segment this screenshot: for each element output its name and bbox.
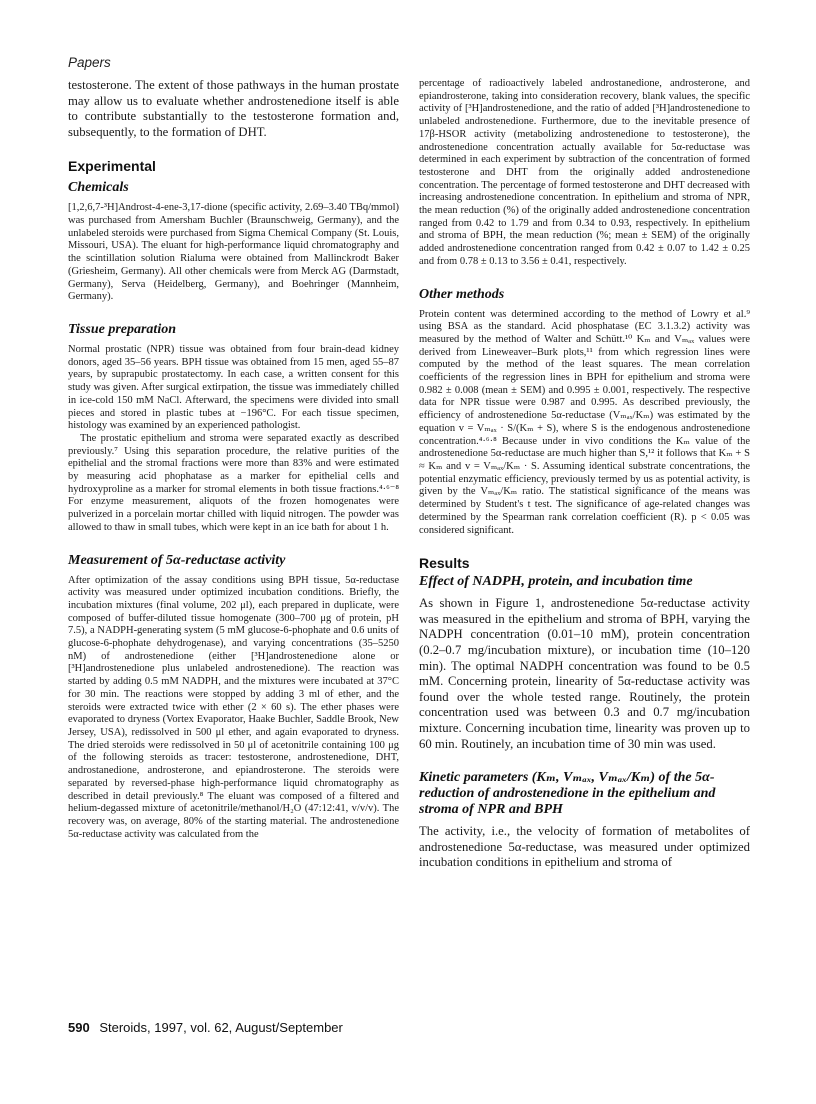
tissue-preparation-heading: Tissue preparation (68, 322, 176, 337)
chemicals-heading: Chemicals (68, 180, 129, 196)
chemicals-paragraph: [1,2,6,7-³H]Androst-4-ene-3,17-dione (specific activity, 2.69–3.40 TBq/mmol) was purchased from Amersham Buchler (Braunschweig, Germany), and the unlabeled steroids were purchased from Sigma Chemical Company (St. Louis, Missouri, USA). The eluant for high-performance liquid chromatography and the scintillation solution Rialuma were obtained from Mallinckrodt Baker (Griesheim, Germany). All other chemicals were from Merck AG (Darmstadt, Germany), Serva (Heidelberg, Germany), and Boehringer (Mannheim, Germany). (68, 202, 399, 303)
kinetic-paragraph: The activity, i.e., the velocity of formation of metabolites of androstenedione 5α-reductase, was measured under optimized incubation conditions in epithelium and stroma of (419, 824, 750, 870)
running-head: Papers (68, 55, 111, 70)
page-number: 590 (68, 1020, 90, 1035)
other-methods-paragraph: Protein content was determined according to the method of Lowry et al.⁹ using BSA as the standard. Acid phosphatase (EC 3.1.3.2) activity was measured by the method of Walter and Schütt.¹⁰ Kₘ and Vₘₐₓ values were derived from Lineweaver–Burk plots,¹¹ from which regression lines were computed by the method of the least squares. The mean correlation coefficients of the regression lines in BPH for epithelium and stroma were 0.982 ± 0.008 (mean ± SEM) and 0.995 ± 0.001, respectively. The respective data for NPR tissue were 0.987 and 0.995. As described previously, the efficiency of androstenedione 5α-reductase (Vₘₐₓ/Kₘ) was estimated by the equation v = Vₘₐₓ · S/(Kₘ + S), where S is the endogenous androstenedione concentration.⁴·⁶·⁸ Because under in vivo conditions the Kₘ value of the androstenedione 5α-reductase are much higher than S,¹² it follows that Kₘ + S ≈ Kₘ and v = Vₘₐₓ/Kₘ · S. Assuming identical substrate concentrations, the potential enzymatic efficiency, previously termed by us as potential activity, is given by the Vₘₐₓ/Kₘ ratio. The statistical significance of the means was determined by Student's t test. The significance of age-related changes was determined by the Spearman rank correlation coefficient (R). p < 0.05 was considered significant. (419, 308, 750, 536)
effect-heading: Effect of NADPH, protein, and incubation time (419, 574, 693, 590)
kinetic-heading: Kinetic parameters (Kₘ, Vₘₐₓ, Vₘₐₓ/Kₘ) of the 5α-reduction of androstenedione in the epithelium and stroma of NPR and BPH (419, 770, 716, 818)
right-column (419, 78, 750, 871)
page-footer (68, 1020, 343, 1035)
tissue-paragraph-1: Normal prostatic (NPR) tissue was obtained from four brain-dead kidney donors, aged 35–56 years. BPH tissue was obtained from 15 men, aged 55–87 years, by suprapubic prostatectomy. In each case, a written consent for this study was given. After surgical extirpation, the tissue was immediately chilled in ice-cold 150 mM NaCl. Afterward, the specimens were divided into small pieces and stored in plastic tubes at −196°C. For each tissue specimen, histology was examined by an experienced pathologist. (68, 344, 399, 432)
left-column (68, 78, 399, 841)
continued-paragraph: percentage of radioactively labeled androstanedione, androsterone, and epiandrosterone, taking into consideration recovery, blank values, the specific activity of [³H]androstenedione, and the ratio of added [³H]androstenedione to unlabeled androstenedione. Furthermore, due to the inevitable presence of 17β-HSOR activity (metabolizing androstenedione to testosterone), the androstenedione concentration actually available for 5α-reductase was determined in each experiment by subtraction of the concentration of formed testosterone and DHT from the originally added androstenedione concentration. The percentage of formed testosterone and DHT decreased with increasing androstenedione concentration. In epithelium and stroma of NPR, the mean reduction (%) of the originally added androstenedione concentration ranged from 0.42 to 1.79 and from 0.34 to 0.93, respectively. In epithelium and stroma of BPH, the mean reduction (%; mean ± SEM) of the originally added androstenedione concentration ranged from 0.42 ± 0.07 to 1.42 ± 0.25 and from 0.78 ± 0.13 to 3.56 ± 0.41, respectively. (419, 78, 750, 267)
tissue-paragraph-2: The prostatic epithelium and stroma were separated exactly as described previously.⁷ Using this separation procedure, the relative purities of the epithelial and the stromal fractions were more than 83% and were estimated by measuring acid phophatase as a marker for epithelial cells and hydroxyproline as a marker for stromal elements in both tissue fractions.⁴·⁶⁻⁸ For enzyme measurement, aliquots of the frozen homogenates were pulverized in a porcelain mortar chilled with liquid nitrogen. The powder was allowed to thaw in small tubes, which were kept in an ice bath for about 1 h. (68, 432, 399, 533)
measurement-heading: Measurement of 5α-reductase activity (68, 552, 286, 568)
experimental-heading: Experimental (68, 158, 156, 175)
other-methods-heading: Other methods (419, 286, 505, 302)
intro-paragraph: testosterone. The extent of those pathways in the human prostate may allow us to evaluate whether androstenedione itself is able to contribute substantially to the testosterone formation and, subsequently, to the formation of DHT. (68, 78, 399, 139)
measurement-paragraph: After optimization of the assay conditions using BPH tissue, 5α-reductase activity was measured under optimized incubation conditions. Briefly, the incubation mixtures (final volume, 202 μl), each prepared in duplicate, were composed of buffer-diluted tissue homogenate (300–700 μg of protein, pH 7.5), a NADPH-generating system (5 mM glucose-6-phophate and 0.6 units of glucose-6-phophate dehydrogenase), and varying concentrations (35–5250 nM) of androstenedione (either [³H]androstenedione alone or [³H]androstenedione plus unlabeled androstenedione). The reaction was started by adding 0.5 mM NADPH, and the mixtures were incubated at 37°C for 30 min. The reactions were stopped by adding 3 ml of ether, and the steroids were extracted twice with ether (2 × 60 s). The ether phases were evaporated to dryness (Vortex Evaporator, Haake Buchler, Saddle Brook, New Jersey, USA), redissolved in 500 μl ether, and again evaporated to dryness. The dried steroids were redissolved in 50 μl of acetonitrile containing 100 μg of the following steroids as tracer: testosterone, androstenedione, DHT, androstanedione, androsterone, and epiandrosterone. The steroids were separated by reversed-phase high-performance liquid chromatography as described in detail previously.⁸ The eluant was composed of a filtered and helium-degassed mixture of acetonitrile/methanol/H₂O (47:12:41, v/v/v). The recovery was, on average, 80% of the starting material. The androstenedione 5α-reductase activity was calculated from the (68, 574, 399, 840)
results-heading: Results (419, 555, 470, 572)
journal-citation: Steroids, 1997, vol. 62, August/September (99, 1020, 343, 1035)
effect-paragraph: As shown in Figure 1, androstenedione 5α-reductase activity was measured in the epithelium and stroma of BPH, varying the NADPH concentration (0.01–10 mM), protein concentration (0.2–0.7 mg/incubation mixture), or incubation time (10–120 min). The optimal NADPH concentration was found to be 0.5 mM. Concerning protein, linearity of 5α-reductase activity was found over the whole tested range. Routinely, the protein concentration used was between 0.3 and 0.7 mg/incubation mixture. Concerning incubation time, linearity was proven up to 60 min. Routinely, an incubation time of 30 min was used. (419, 596, 750, 751)
